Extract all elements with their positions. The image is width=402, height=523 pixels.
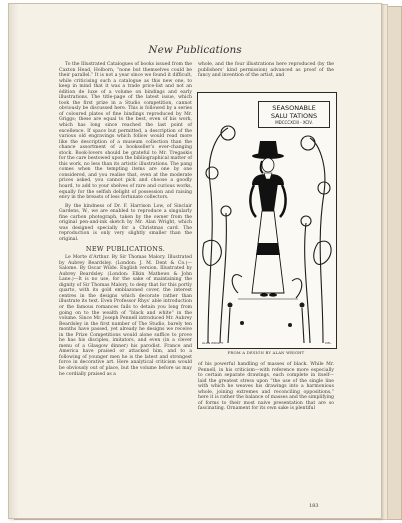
right-column-top xyxy=(198,62,334,79)
paragraph-right-bottom: of his powerful handling of masses of black. While Mr. Pennell, in his criticism—with reference more especially to certain separate drawings, each complete in itself—laid the greatest stress upon “the use of the single line with which he weaves his drawings into a harmonious whole, joining extremes and reconciling oppositions,” here it is rather the balance of masses and the simplifying of forms to their most naive presentation that are so fascinating. Ornament for its own sake is plentiful xyxy=(198,362,334,412)
paragraph-catalogue: To the Illustrated Catalogues of books issued from the Caxton Head, Holborn, “none but themselves could be their parallel.” It is not a year since we found it difficult, while criticising such a catalogue as this new one, to keep in mind that it was a trade price-list and not an édition de luxe of a volume on bindings and early illustrations. The title-page of the latest issue, which took the first prize in a Studio competition, cannot obviously be discussed here. This is followed by a series of coloured plates of fine bindings reproduced by Mr. Griggs; these are equal to the best, even of his work, which has long since reached the last point of excellence. If space but permitted, a description of the various old engravings which follow would read more like the description of a museum collection than the chance assortment of a bookseller’s ever-changing stock. Book-lovers should be grateful to Mr. Tregaskis for the care bestowed upon the bibliographical matter of this work, no less than its artistic illustrations. The pang comes when the tempting items are one by one considered, and you realise that, even at the moderate prices asked, you cannot pick and choose a goodly hoard, to add to your shelves of rare and curious works, equally for the selfish delight of possession and raising envy in the breasts of less fortunate collectors. xyxy=(59,62,192,201)
spine-shadow xyxy=(9,4,19,518)
illustration-title-line3: MDCCCXCIII - XCIV. xyxy=(275,120,313,125)
page-number: 183 xyxy=(309,503,319,509)
illustration-title-box xyxy=(258,101,330,128)
illustration-title-line1: SEASONABLE xyxy=(272,104,316,112)
illustration-title-line2: SALU TATIONS xyxy=(270,112,318,120)
magazine-page xyxy=(8,3,382,519)
illustration-art xyxy=(198,93,336,348)
paragraph-morte-darthur: Le Morte d’Arthur. By Sir Thomas Malory. Illustrated by Aubrey Beardsley. (London: J. M. Dent & Co.)—Salome. By Oscar Wilde. English version. Illustrated by Aubrey Beardsley. (London: Elkin Mathews & John Lane.)—It is no use, for the sake of maintaining the dignity of Sir Thomas Malory, to deny that for this portly quarto, with its gold emblazoned cover, the interest centres in the designs which decorate rather than illustrate its text. Even Professor Rhys’ able introduction or the famous romances fails to detain you long from going on to the wealth of “black and white” in the volume. Since Mr. Joseph Pennell introduced Mr. Aubrey Beardsley in the first number of The Studio, barely ten months have passed, yet already he designs we receive in the Prize Competitions would alone suffice to prove he has his disciples, imitators, and even (in a clever menu of a Glasgow dinner) his parodist. France and America have praised or attacked him, and to a following of younger men he is the latest and strongest force in decorative art. Here analytical criticism would be obviously out of place, but the volume before us may be cordially praised as a xyxy=(59,255,192,377)
illustration-signature-right: DEL. xyxy=(325,341,332,345)
page-header-title: New Publications xyxy=(148,44,242,56)
right-column-bottom xyxy=(198,362,334,412)
illustration-caption: FROM A DESIGN BY ALAN WRIGHT xyxy=(227,350,305,355)
left-column xyxy=(59,62,192,380)
illustration-signature-left: ALAN WRIGHT xyxy=(202,341,224,345)
paragraph-right-top: whole, and the four illustrations here reproduced (by the publishers’ kind permission) advanced as proof of the fancy and invention of the artist, and xyxy=(198,62,334,79)
paragraph-christmas-card: By the kindness of Dr. F. Harrison Low, of Sinclair Gardens, W., we are enabled to reproduce a singularly fine carbon photograph, taken by the owner from the original pen-and-ink sketch by Mr. Alan Wright, which was designed specially for a Christmas card. The reproduction is only very slightly smaller than the original. xyxy=(59,203,192,242)
section-heading: NEW PUBLICATIONS. xyxy=(85,244,166,253)
illustration-seasonable-salutations xyxy=(197,92,337,349)
